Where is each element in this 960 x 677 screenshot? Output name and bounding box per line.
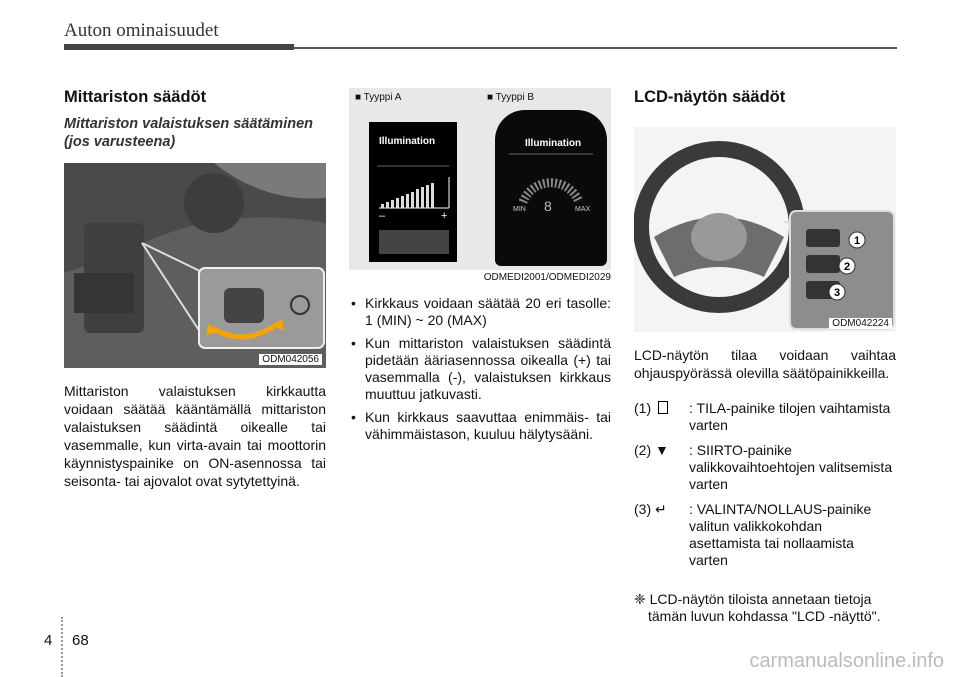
left-body-text: Mittariston valaistuksen kirkkautta voidaan säätää kääntämällä mittariston valaistuksen säädintä oikealle tai vasemmalle, kun virta-avain tai moottorin käynnistyspainike on ON-asennossa tai seisonta- tai ajovalot ovat sytytettyinä. — [64, 383, 326, 489]
type-a-screen — [369, 122, 457, 262]
type-b-value: 8 — [544, 198, 552, 214]
section-subheading: Mittariston valaistuksen säätäminen (jos varusteena) — [64, 116, 313, 150]
svg-text:2: 2 — [843, 261, 851, 273]
dashboard-dimmer-illustration — [64, 163, 326, 368]
figure-code: ODMEDI2001/ODMEDI2029 — [483, 272, 611, 283]
figure-code: ODM042224 — [829, 318, 892, 329]
note-text: ❈ LCD-näytön tiloista annetaan tietoja tämän luvun kohdassa "LCD -näyttö". — [634, 591, 881, 624]
type-b-min: MIN — [513, 206, 526, 213]
item-text: : VALINTA/NOLLAUS-painike valitun valikkokohdan asettamista tai nollaamista varten — [689, 501, 872, 568]
type-a-label: ■ Tyyppi A — [355, 92, 402, 103]
right-intro-text: LCD-näytön tilaa voidaan vaihtaa ohjauspyörässä olevilla säätöpainikkeilla. — [634, 347, 896, 381]
type-a-minus: – — [379, 210, 386, 222]
right-column — [634, 88, 896, 625]
item-number: (1) — [634, 400, 652, 416]
header-bar — [64, 44, 294, 50]
item-number: (2) ▼ — [634, 442, 669, 458]
type-a-screen-title: Illumination — [379, 136, 436, 147]
chapter-number: 4 — [44, 632, 53, 649]
type-b-gauge — [495, 110, 607, 266]
list-item: • Kirkkaus voidaan säätää 20 eri tasolle: 1 (MIN) ~ 20 (MAX) — [349, 295, 611, 329]
header-rule — [294, 47, 897, 49]
list-item: • Kun kirkkaus saavuttaa enimmäis- tai vähimmäistason, kuuluu hälytysääni. — [349, 409, 611, 443]
watermark: carmanualsonline.info — [749, 650, 944, 672]
cluster-illustration-panel — [349, 88, 611, 270]
type-b-label: ■ Tyyppi B — [487, 92, 534, 103]
item-number: (3) ↵ — [634, 501, 667, 517]
left-column — [64, 88, 326, 490]
mode-icon — [658, 401, 668, 414]
type-a-brightness-bars — [369, 122, 457, 262]
footer-divider — [61, 617, 63, 677]
middle-column — [349, 88, 611, 449]
type-b-max: MAX — [575, 206, 591, 213]
section-heading: LCD-näytön säädöt — [634, 88, 786, 106]
svg-text:1: 1 — [853, 235, 861, 247]
page-header-title: Auton ominaisuudet — [64, 20, 219, 41]
type-a-plus: + — [441, 210, 448, 222]
button-list — [634, 400, 896, 569]
list-item: • Kun mittariston valaistuksen säädintä pidetään ääriasennossa oikealla (+) tai vasemmalla (-), valaistuksen kirkkaus muuttuu jatkuvasti. — [349, 335, 611, 403]
section-heading: Mittariston säädöt — [64, 88, 207, 106]
brightness-bullet-list — [349, 295, 611, 443]
svg-text:3: 3 — [833, 287, 841, 299]
item-text: : SIIRTO-painike valikkovaihtoehtojen valitsemista varten — [689, 442, 893, 492]
steering-wheel-illustration — [634, 127, 896, 332]
list-item — [634, 501, 896, 569]
steering-wheel-photo — [634, 127, 896, 332]
list-item — [634, 400, 896, 434]
list-item — [634, 442, 896, 493]
type-b-screen-title: Illumination — [525, 138, 582, 149]
figure-code: ODM042056 — [259, 354, 322, 365]
type-b-screen — [495, 110, 607, 266]
page-number: 68 — [72, 632, 89, 649]
item-text: : TILA-painike tilojen vaihtamista varten — [689, 400, 891, 433]
dashboard-dimmer-photo — [64, 163, 326, 368]
